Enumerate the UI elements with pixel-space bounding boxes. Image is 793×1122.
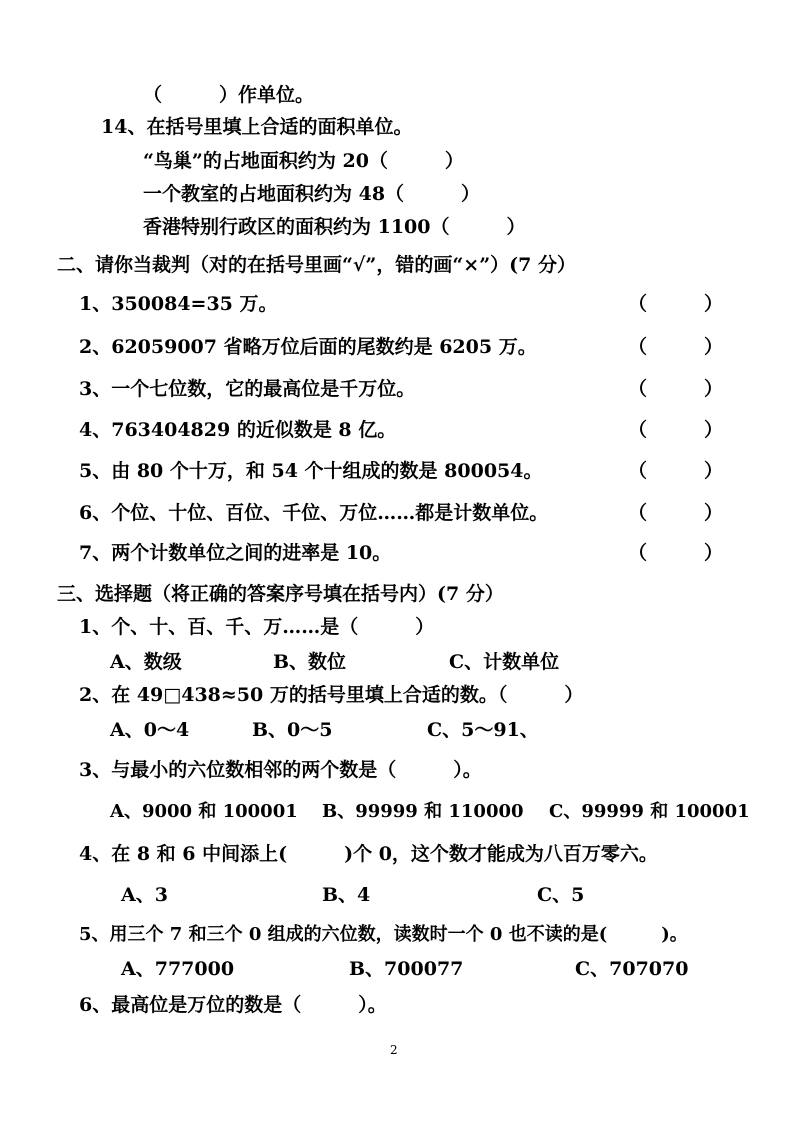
- s3-q4-option-a: A、3: [121, 884, 168, 906]
- s2-answer-box-3[interactable]: （ ）: [628, 378, 724, 400]
- q14-item-1: “鸟巢”的占地面积约为 20（ ）: [143, 150, 464, 172]
- s2-answer-box-2[interactable]: （ ）: [628, 336, 724, 358]
- s2-item-1: 1、350084=35 万。: [79, 293, 278, 315]
- s3-q1-stem: 1、个、十、百、千、万……是（ ）: [79, 616, 435, 638]
- section2-heading: 二、请你当裁判（对的在括号里画“√”，错的画“×”）(7 分）: [57, 254, 576, 276]
- s3-q1-option-b: B、数位: [273, 651, 347, 673]
- q14-item-2: 一个教室的占地面积约为 48（ ）: [143, 183, 481, 205]
- s2-answer-box-7[interactable]: （ ）: [628, 542, 724, 564]
- q13-continuation: （ ）作单位。: [143, 84, 315, 106]
- s3-q3-option-b: B、99999 和 110000: [322, 801, 524, 822]
- s3-q3-option-c: C、99999 和 100001: [549, 801, 750, 822]
- s3-q3-option-a: A、9000 和 100001: [110, 801, 298, 822]
- s2-answer-box-4[interactable]: （ ）: [628, 419, 724, 441]
- s3-q4-option-c: C、5: [537, 884, 585, 906]
- s3-q6-stem: 6、最高位是万位的数是（ ）。: [79, 994, 387, 1016]
- s2-item-3: 3、一个七位数，它的最高位是千万位。: [79, 378, 416, 400]
- s3-q4-stem: 4、在 8 和 6 中间添上( )个 0，这个数才能成为八百万零六。: [79, 843, 658, 865]
- page-number: 2: [390, 1043, 398, 1057]
- s2-item-7: 7、两个计数单位之间的进率是 10。: [79, 542, 392, 564]
- section3-heading: 三、选择题（将正确的答案序号填在括号内）(7 分）: [57, 583, 504, 605]
- s3-q2-stem: 2、在 49□438≈50 万的括号里填上合适的数。（ ）: [79, 684, 584, 706]
- s2-answer-box-6[interactable]: （ ）: [628, 502, 724, 524]
- s2-item-2: 2、62059007 省略万位后面的尾数约是 6205 万。: [79, 336, 537, 358]
- s2-item-5: 5、由 80 个十万，和 54 个十组成的数是 800054。: [79, 460, 543, 482]
- s2-item-6: 6、个位、十位、百位、千位、万位……都是计数单位。: [79, 502, 549, 524]
- s3-q1-option-a: A、数级: [110, 651, 182, 673]
- q14-title: 14、在括号里填上合适的面积单位。: [101, 116, 413, 138]
- s3-q5-option-a: A、777000: [121, 958, 235, 980]
- s3-q5-option-c: C、707070: [575, 958, 689, 980]
- q14-item-3: 香港特别行政区的面积约为 1100（ ）: [143, 216, 526, 238]
- s3-q5-stem: 5、用三个 7 和三个 0 组成的六位数，读数时一个 0 也不读的是( )。: [79, 924, 688, 945]
- s3-q3-stem: 3、与最小的六位数相邻的两个数是（ ）。: [79, 759, 482, 781]
- s3-q2-option-a: A、0～4: [110, 719, 190, 741]
- s2-answer-box-5[interactable]: （ ）: [628, 460, 724, 482]
- s3-q1-option-c: C、计数单位: [449, 651, 560, 673]
- s3-q4-option-b: B、4: [322, 884, 371, 906]
- s3-q2-option-c: C、5～91、: [427, 719, 539, 741]
- s3-q2-option-b: B、0～5: [252, 719, 333, 741]
- s2-item-4: 4、763404829 的近似数是 8 亿。: [79, 419, 397, 441]
- s2-answer-box-1[interactable]: （ ）: [628, 293, 724, 315]
- s3-q5-option-b: B、700077: [349, 958, 464, 980]
